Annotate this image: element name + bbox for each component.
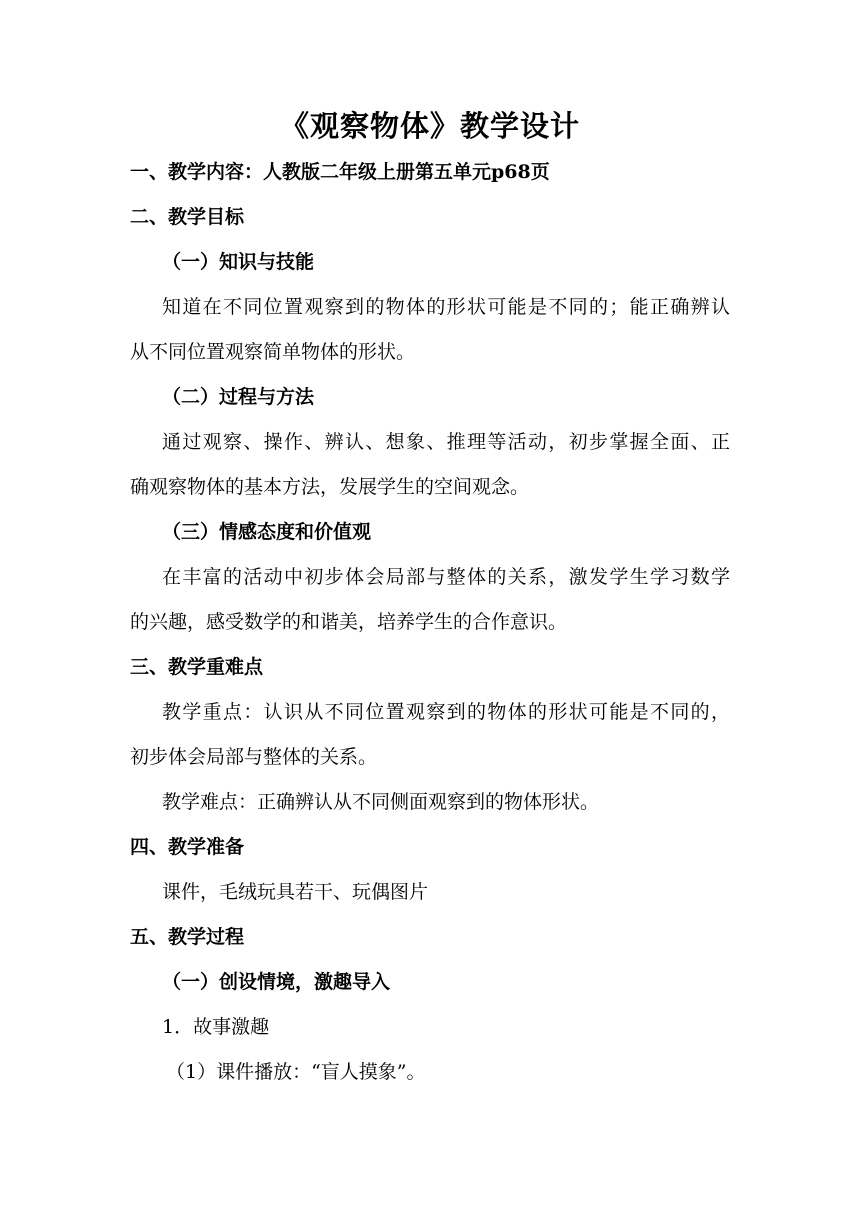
goal-process-text-line2: 确观察物体的基本方法，发展学生的空间观念。 (130, 476, 530, 498)
section-teaching-goals: 二、教学目标 (130, 206, 245, 228)
key-point-line1: 教学重点：认识从不同位置观察到的物体的形状可能是不同的， (162, 701, 730, 723)
section-key-difficult-points: 三、教学重难点 (130, 656, 264, 678)
goal-attitude-text-line2: 的兴趣，感受数学的和谐美，培养学生的合作意识。 (130, 611, 568, 633)
goal-attitude-text-line1: 在丰富的活动中初步体会局部与整体的关系，激发学生学习数学 (162, 566, 730, 588)
section-preparation: 四、教学准备 (130, 836, 245, 858)
goal-attitude-heading: （三）情感态度和价值观 (162, 521, 372, 543)
goal-knowledge-text-line1: 知道在不同位置观察到的物体的形状可能是不同的；能正确辨认 (162, 296, 730, 318)
preparation-text: 课件，毛绒玩具若干、玩偶图片 (162, 881, 429, 903)
process-intro-heading: （一）创设情境，激趣导入 (162, 971, 391, 993)
goal-knowledge-text-line2: 从不同位置观察简单物体的形状。 (130, 341, 416, 363)
difficult-point: 教学难点：正确辨认从不同侧面观察到的物体形状。 (162, 791, 600, 813)
goal-knowledge-heading: （一）知识与技能 (162, 251, 315, 273)
goal-process-heading: （二）过程与方法 (162, 386, 315, 408)
section-teaching-content: 一、教学内容：人教版二年级上册第五单元p68页 (130, 161, 550, 183)
key-point-line2: 初步体会局部与整体的关系。 (130, 746, 378, 768)
process-item-story-sub: （1）课件播放：“盲人摸象”。 (166, 1061, 426, 1083)
section-teaching-process: 五、教学过程 (130, 926, 245, 948)
process-item-story: 1．故事激趣 (162, 1016, 270, 1038)
document-title: 《观察物体》教学设计 (279, 109, 580, 143)
goal-process-text-line1: 通过观察、操作、辨认、想象、推理等活动，初步掌握全面、正 (162, 431, 730, 453)
